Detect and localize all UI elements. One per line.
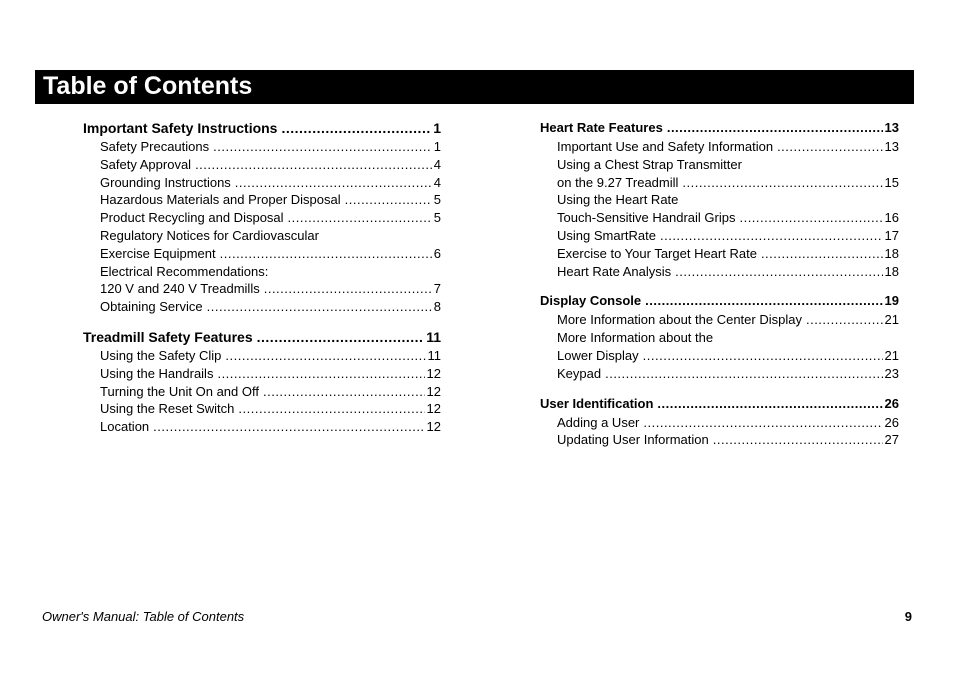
toc-entry-label: Safety Approval: [100, 156, 192, 172]
toc-entry-label: More Information about the: [557, 330, 714, 346]
toc-section-heading[interactable]: [83, 118, 441, 138]
toc-entry[interactable]: [540, 138, 899, 156]
dot-leader: [667, 118, 883, 138]
toc-page-number: 18: [884, 245, 899, 261]
footer-title: Owner's Manual: Table of Contents: [42, 609, 245, 624]
toc-entry-label: Updating User Information: [557, 432, 709, 448]
toc-page-number: 12: [426, 365, 441, 381]
dot-leader: [660, 227, 883, 245]
toc-entry-label: Electrical Recommendations:: [100, 263, 269, 279]
toc-entry[interactable]: [83, 174, 441, 192]
toc-page-number: 15: [884, 174, 899, 190]
toc-page-number: 4: [433, 174, 441, 190]
dot-leader: [207, 298, 432, 316]
toc-entry[interactable]: [83, 138, 441, 156]
toc-entry[interactable]: [540, 156, 899, 174]
toc-entry[interactable]: [83, 418, 441, 436]
toc-entry[interactable]: [540, 414, 899, 432]
toc-entry[interactable]: [83, 156, 441, 174]
toc-entry[interactable]: [83, 365, 441, 383]
toc-section-heading[interactable]: [540, 394, 899, 414]
toc-page-number: 6: [433, 245, 441, 261]
dot-leader: [281, 118, 431, 138]
toc-section: [83, 327, 441, 436]
toc-entry[interactable]: [540, 174, 899, 192]
toc-entry[interactable]: [540, 245, 899, 263]
dot-leader: [713, 431, 883, 449]
toc-entry-label: Product Recycling and Disposal: [100, 210, 284, 226]
toc-entry-label: Using the Handrails: [100, 365, 214, 381]
toc-page-number: 1: [433, 139, 441, 154]
toc-page-number: 1: [433, 120, 441, 136]
toc-section: [540, 394, 899, 450]
dot-leader: [235, 174, 432, 192]
toc-page-number: 18: [884, 263, 899, 279]
toc-entry[interactable]: [83, 280, 441, 298]
dot-leader: [739, 209, 882, 227]
toc-page-number: 13: [884, 120, 899, 135]
toc-entry-label: Regulatory Notices for Cardiovascular: [100, 227, 319, 243]
toc-entry-label: Using SmartRate: [557, 227, 656, 243]
toc-entry-label: on the 9.27 Treadmill: [557, 174, 679, 190]
toc-page-number: 13: [884, 139, 899, 154]
dot-leader: [153, 418, 424, 436]
toc-entry-label: Hazardous Materials and Proper Disposal: [100, 192, 341, 208]
toc-entry[interactable]: [540, 191, 899, 209]
toc-entry-label: Exercise to Your Target Heart Rate: [557, 245, 757, 261]
toc-entry-label: Touch-Sensitive Handrail Grips: [557, 210, 736, 226]
toc-entry-label: Heart Rate Analysis: [557, 263, 672, 279]
dot-leader: [643, 414, 882, 432]
toc-entry-label: Lower Display: [557, 347, 639, 363]
toc-page-number: 4: [433, 156, 441, 172]
toc-entry[interactable]: [83, 191, 441, 209]
toc-entry-label: Safety Precautions: [100, 139, 210, 154]
dot-leader: [195, 156, 432, 174]
title-bar: [35, 70, 914, 104]
dot-leader: [225, 347, 425, 365]
dot-leader: [238, 400, 424, 418]
toc-entry[interactable]: [540, 263, 899, 281]
toc-section-title: User Identification: [540, 395, 654, 411]
toc-page-number: 26: [884, 395, 899, 411]
dot-leader: [345, 191, 432, 209]
toc-entry-label: Exercise Equipment: [100, 245, 216, 261]
toc-section-title: Treadmill Safety Features: [83, 328, 253, 345]
dot-leader: [263, 383, 425, 401]
toc-section-title: Display Console: [540, 293, 642, 309]
dot-leader: [761, 245, 883, 263]
toc-section-heading[interactable]: [540, 291, 899, 311]
dot-leader: [288, 209, 432, 227]
toc-entry[interactable]: [83, 263, 441, 281]
toc-entry[interactable]: [83, 227, 441, 245]
dot-leader: [682, 174, 882, 192]
dot-leader: [675, 263, 882, 281]
toc-right-column: [540, 118, 899, 460]
toc-page-number: 17: [884, 227, 899, 243]
toc-page-number: 8: [433, 299, 441, 315]
toc-entry-label: More Information about the Center Display: [557, 312, 802, 328]
dot-leader: [217, 365, 424, 383]
toc-page-number: 12: [426, 383, 441, 399]
toc-page-number: 19: [884, 293, 899, 309]
dot-leader: [643, 347, 883, 365]
dot-leader: [645, 291, 882, 311]
toc-entry[interactable]: [83, 400, 441, 418]
toc-section-heading[interactable]: [83, 327, 441, 347]
page-title: Table of Contents: [43, 72, 253, 100]
toc-entry-label: Keypad: [557, 365, 602, 381]
toc-entry-label: Using the Heart Rate: [557, 192, 679, 208]
dot-leader: [605, 365, 882, 383]
toc-page-number: 23: [884, 365, 899, 381]
dot-leader: [213, 138, 432, 156]
toc-section-title: Heart Rate Features: [540, 120, 663, 135]
toc-entry-label: Turning the Unit On and Off: [100, 383, 259, 399]
page-number: 9: [904, 609, 912, 624]
toc-entry-label: Location: [100, 419, 150, 435]
toc-page-number: 5: [433, 210, 441, 226]
dot-leader: [257, 327, 425, 347]
toc-section: [540, 118, 899, 280]
toc-page-number: 27: [884, 432, 899, 448]
toc-entry-label: Adding a User: [557, 414, 640, 430]
toc-page-number: 21: [884, 347, 899, 363]
toc-entry-label: Grounding Instructions: [100, 174, 231, 190]
toc-entry-label: Obtaining Service: [100, 299, 203, 315]
toc-entry-label: Using the Safety Clip: [100, 347, 222, 363]
toc-page-number: 11: [427, 347, 441, 363]
toc-entry[interactable]: [83, 209, 441, 227]
toc-section: [83, 118, 441, 316]
toc-page-number: 12: [426, 419, 441, 435]
dot-leader: [264, 280, 432, 298]
toc-left-column: [83, 118, 441, 447]
toc-entry[interactable]: [540, 227, 899, 245]
toc-page-number: 5: [433, 192, 441, 208]
toc-entry[interactable]: [540, 431, 899, 449]
toc-entry[interactable]: [83, 245, 441, 263]
toc-page-number: 11: [426, 328, 441, 345]
dot-leader: [806, 311, 883, 329]
dot-leader: [777, 138, 882, 156]
toc-entry-label: Using the Reset Switch: [100, 401, 235, 417]
toc-entry[interactable]: [540, 209, 899, 227]
toc-section-heading[interactable]: [540, 118, 899, 138]
toc-entry[interactable]: [540, 329, 899, 347]
toc-page-number: 26: [884, 414, 899, 430]
dot-leader: [657, 394, 882, 414]
toc-section: [540, 291, 899, 382]
toc-page-number: 16: [884, 210, 899, 226]
toc-entry[interactable]: [540, 311, 899, 329]
toc-entry[interactable]: [83, 347, 441, 365]
dot-leader: [220, 245, 432, 263]
toc-page-number: 21: [884, 312, 899, 328]
toc-entry[interactable]: [540, 347, 899, 365]
toc-entry[interactable]: [83, 383, 441, 401]
toc-entry[interactable]: [540, 365, 899, 383]
toc-entry-label: 120 V and 240 V Treadmills: [100, 281, 260, 297]
toc-page-number: 7: [433, 281, 441, 297]
toc-section-title: Important Safety Instructions: [83, 120, 278, 136]
toc-page-number: 12: [426, 401, 441, 417]
toc-entry-label: Important Use and Safety Information: [557, 139, 774, 154]
toc-entry[interactable]: [83, 298, 441, 316]
toc-entry-label: Using a Chest Strap Transmitter: [557, 156, 742, 172]
